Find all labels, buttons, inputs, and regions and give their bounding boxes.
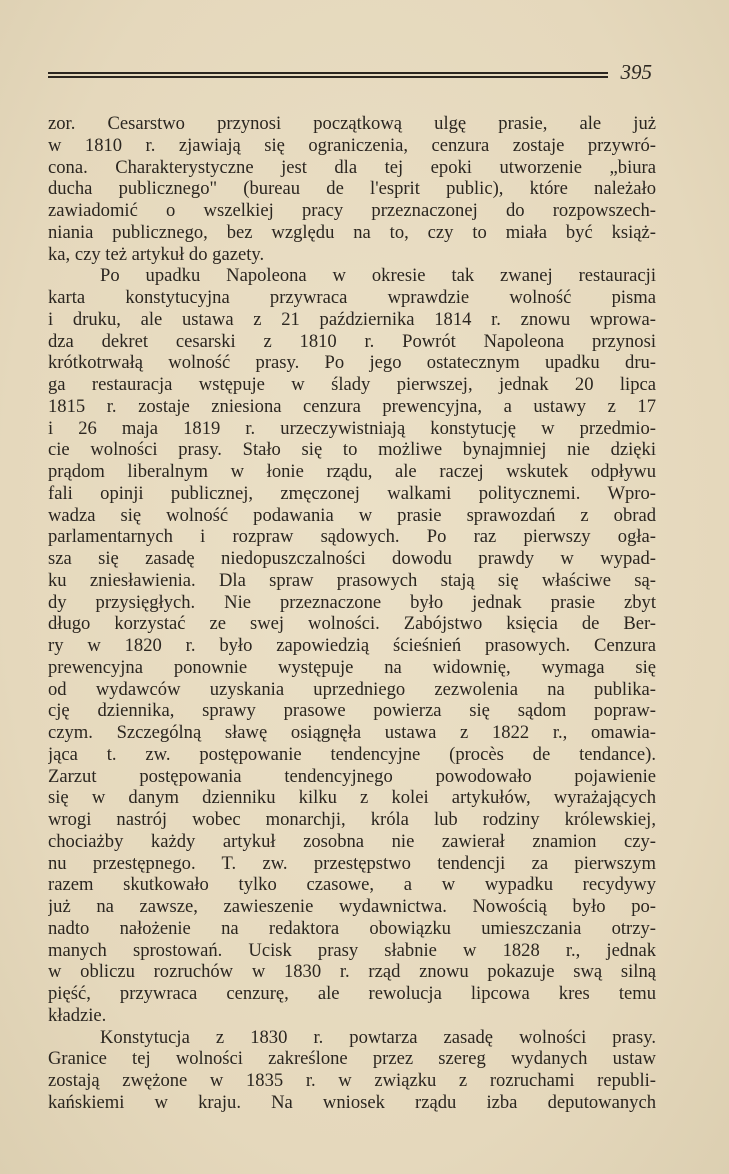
text-line: ku zniesławienia. Dla spraw prasowych stają się właściwe są- [48,569,656,591]
text-line: chociażby każdy artykuł zosobna nie zawierał znamion czy- [48,830,656,852]
text-line: długo korzystać ze swej wolności. Zabójstwo księcia de Ber- [48,613,656,635]
header-double-rule [48,72,608,78]
text-line: dy przysięgłych. Nie przeznaczone było jednak prasie zbyt [48,591,656,613]
text-line: 1815 r. zostaje zniesiona cenzura prewencyjna, a ustawy z 17 [48,395,656,417]
text-line: razem skutkowało tylko czasowe, a w wypadku recydywy [48,874,656,896]
text-line: zostają zwężone w 1835 r. w związku z rozruchami republi- [48,1070,656,1091]
text-line: zawiadomić o wszelkiej pracy przeznaczonej do rozpowszech- [48,200,656,221]
text-line: w obliczu rozruchów w 1830 r. rząd znowu pokazuje swą silną [48,961,656,983]
text-line: wadza się wolność podawania w prasie sprawozdań z obrad [48,504,656,526]
text-line: w 1810 r. zjawiają się ograniczenia, cenzura zostaje przywró- [48,134,656,156]
text-line: niania publicznego, bez względu na to, czy to miała być książ- [48,221,656,243]
page-header [48,62,652,92]
text-line: pięść, przywraca cenzurę, ale rewolucja lipcowa kres temu [48,983,656,1004]
text-line: krótkotrwałą wolność prasy. Po jego ostatecznym upadku dru- [48,352,656,374]
text-line: i 26 maja 1819 r. urzeczywistniają konstytucję w przedmio- [48,417,656,439]
text-line: sza się zasadę niedopuszczalności dowodu prawdy w wypad- [48,548,656,569]
text-line: Konstytucja z 1830 r. powtarza zasadę wolności prasy. [100,1026,656,1048]
text-line: ry w 1820 r. było zapowiedzią ścieśnień prasowych. Cenzura [48,635,656,656]
text-line: fali opinji publicznej, zmęczonej walkami politycznemi. Wpro- [48,482,656,504]
text-line: kańskiemi w kraju. Na wniosek rządu izba deputowanych [48,1091,656,1113]
text-line: kładzie. [48,1004,107,1026]
text-line: manych sprostowań. Ucisk prasy słabnie w 1828 r., jednak [48,939,656,961]
text-line: od wydawców uzyskania uprzedniego zezwolenia na publika- [48,678,656,700]
text-line: nu przestępnego. T. zw. przestępstwo tendencji za pierwszym [48,852,656,874]
text-line: ka, czy też artykuł do gazety. [48,243,265,265]
text-line: zor. Cesarstwo przynosi początkową ulgę prasie, ale już [48,113,656,134]
text-line: ducha publicznego" (bureau de l'esprit public), które należało [48,178,656,200]
text-line: karta konstytucyjna przywraca wprawdzie wolność pisma [48,287,656,308]
text-line: parlamentarnych i rozpraw sądowych. Po raz pierwszy ogła- [48,526,656,548]
body-text [48,113,656,1114]
text-line: cie wolności prasy. Stało się to możliwe bynajmniej nie dzięki [48,439,656,461]
text-line: cona. Charakterystyczne jest dla tej epoki utworzenie „biura [48,156,656,178]
text-line: jąca t. zw. postępowanie tendencyjne (procès de tendance). [48,743,656,765]
text-line: wrogi nastrój wobec monarchji, króla lub rodziny królewskiej, [48,809,656,830]
text-line: nadto nałożenie na redaktora obowiązku umieszczania otrzy- [48,917,656,939]
text-line: czym. Szczególną sławę osiągnęła ustawa z 1822 r., omawia- [48,722,656,743]
text-line: już na zawsze, zawieszenie wydawnictwa. Nowością było po- [48,896,656,917]
text-line: prądom liberalnym w łonie rządu, ale raczej wskutek odpływu [48,461,656,482]
text-line: ga restauracja wstępuje w ślady pierwszej, jednak 20 lipca [48,374,656,395]
text-line: się w danym dzienniku kilku z kolei artykułów, wyrażających [48,787,656,809]
text-line: i druku, ale ustawa z 21 października 1814 r. znowu wprowa- [48,308,656,330]
page-number: 395 [620,60,652,84]
text-line: cję dziennika, sprawy prasowe powierza się sądom popraw- [48,700,656,722]
text-line: prewencyjna ponownie występuje na widownię, wymaga się [48,656,656,678]
text-line: Zarzut postępowania tendencyjnego powodowało pojawienie [48,765,656,787]
text-line: dza dekret cesarski z 1810 r. Powrót Napoleona przynosi [48,330,656,352]
text-line: Granice tej wolności zakreślone przez szereg wydanych ustaw [48,1048,656,1070]
text-line: Po upadku Napoleona w okresie tak zwanej restauracji [100,265,656,287]
